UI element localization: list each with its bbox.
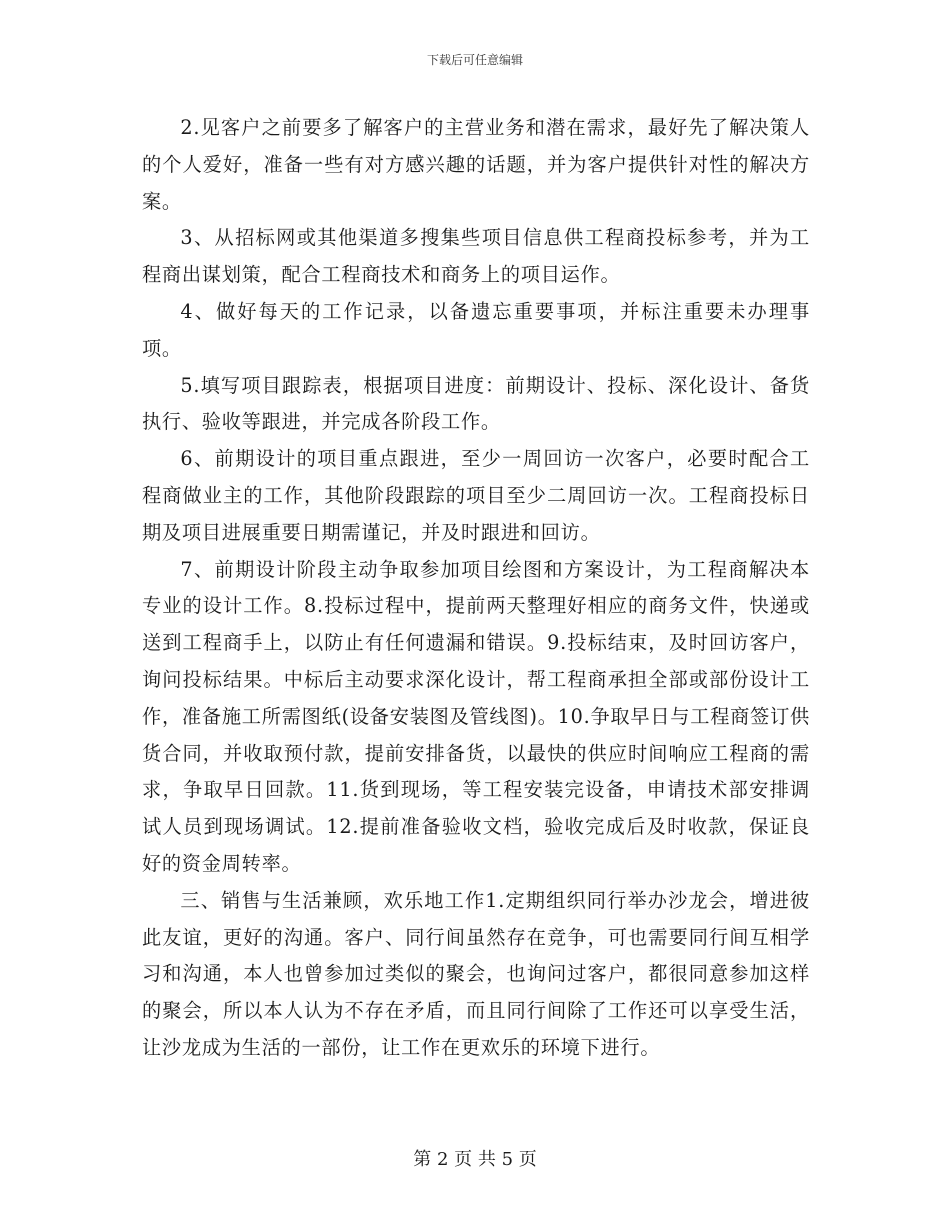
document-body [142,110,810,1067]
paragraph-item-7-to-12: 7、前期设计阶段主动争取参加项目绘图和方案设计，为工程商解决本专业的设计工作。8.投标过程中，提前两天整理好相应的商务文件，快递或送到工程商手上，以防止有任何遗漏和错误。9.投标结束，及时回访客户，询问投标结果。中标后主动要求深化设计，帮工程商承担全部或部份设计工作，准备施工所需图纸(设备安装图及管线图)。10.争取早日与工程商签订供货合同，并收取预付款，提前安排备货，以最快的供应时间响应工程商的需求，争取早日回款。11.货到现场，等工程安装完设备，申请技术部安排调试人员到现场调试。12.提前准备验收文档，验收完成后及时收款，保证良好的资金周转率。 [142,557,810,875]
paragraph-item-5: 5.填写项目跟踪表，根据项目进度：前期设计、投标、深化设计、备货执行、验收等跟进，并完成各阶段工作。 [142,373,810,434]
paragraph-section-three: 三、销售与生活兼顾，欢乐地工作1.定期组织同行举办沙龙会，增进彼此友谊，更好的沟通。客户、同行间虽然存在竞争，可也需要同行间互相学习和沟通，本人也曾参加过类似的聚会，也询问过客户，都很同意参加这样的聚会，所以本人认为不存在矛盾，而且同行间除了工作还可以享受生活，让沙龙成为生活的一部份，让工作在更欢乐的环境下进行。 [142,888,810,1059]
paragraph-item-6: 6、前期设计的项目重点跟进，至少一周回访一次客户，必要时配合工程商做业主的工作，其他阶段跟踪的项目至少二周回访一次。工程商投标日期及项目进展重要日期需谨记，并及时跟进和回访。 [142,447,810,544]
paragraph-item-3: 3、从招标网或其他渠道多搜集些项目信息供工程商投标参考，并为工程商出谋划策，配合工程商技术和商务上的项目运作。 [142,226,810,287]
paragraph-item-2: 2.见客户之前要多了解客户的主营业务和潜在需求，最好先了解决策人的个人爱好，准备一些有对方感兴趣的话题，并为客户提供针对性的解决方案。 [142,116,810,213]
page-header-note: 下载后可任意编辑 [426,53,523,67]
page-number: 第 2 页 共 5 页 [413,1149,537,1170]
paragraph-item-4: 4、做好每天的工作记录，以备遗忘重要事项，并标注重要未办理事项。 [142,299,810,360]
